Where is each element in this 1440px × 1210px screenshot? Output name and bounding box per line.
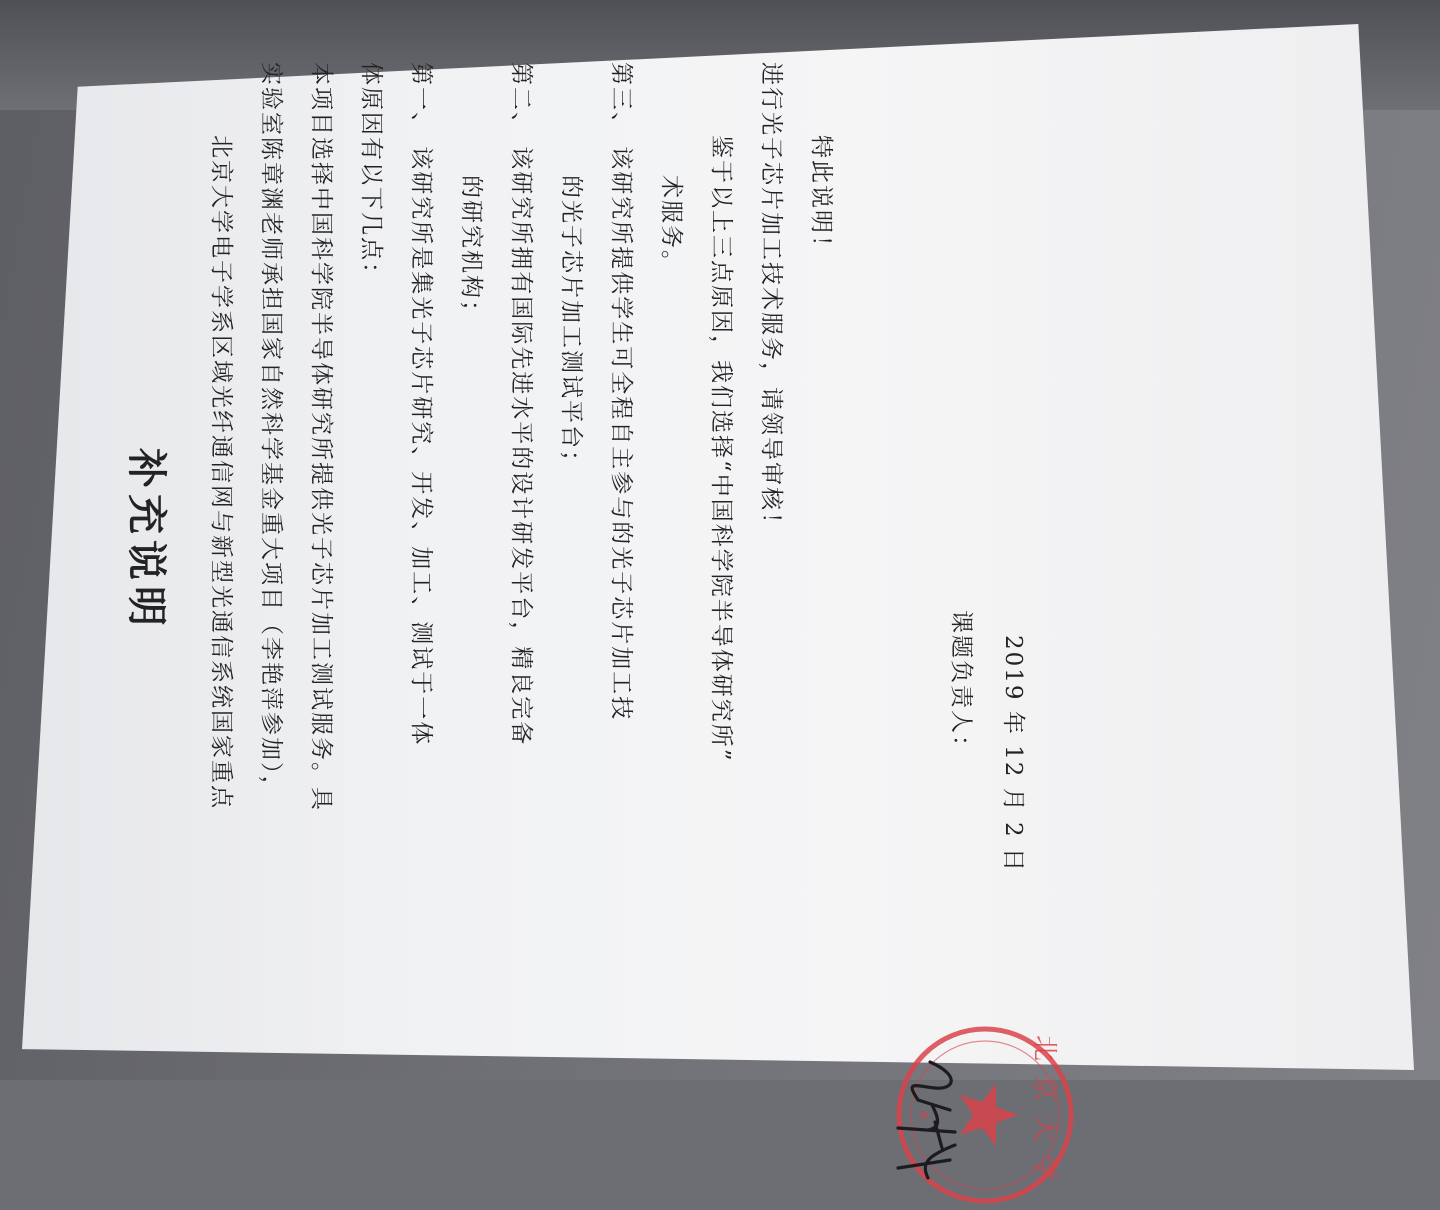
body-line-8: 的光子芯片加工测试平台； [558,175,584,475]
body-line-3: 本项目选择中国科学院半导体研究所提供光子芯片加工测试服务。具 [308,62,334,812]
signatory-label: 课题负责人： [948,610,974,760]
body-line-12: 进行光子芯片加工技术服务，请领导审核！ [758,62,784,537]
body-line-1: 北京大学电子学系区域光纤通信网与新型光通信系统国家重点 [208,135,234,810]
body-line-2: 实验室陈章渊老师承担国家自然科学基金重大项目（李艳萍参加）， [258,62,284,801]
body-line-6: 的研究机构； [458,175,484,325]
svg-text:★: ★ [916,1109,931,1121]
body-line-13: 特此说明！ [808,135,834,260]
body-line-7: 第二、 该研究所拥有国际先进水平的设计研发平台，精良完备 [508,62,534,747]
body-line-10: 术服务。 [658,175,684,275]
body-line-11: 鉴于以上三点原因，我们选择“中国科学院半导体研究所” [708,135,734,763]
document-page [0,40,1290,1196]
body-line-9: 第三、 该研究所提供学生可全程自主参与的光子芯片加工技 [608,62,634,722]
document-date: 2019 年 12 月 2 日 [1000,635,1026,873]
body-line-5: 第一、 该研究所是集光子芯片研究、开发、加工、测试于一体 [408,62,434,747]
body-line-4: 体原因有以下几点： [358,62,384,287]
svg-text:北京大学: 北京大学 [1029,1034,1059,1196]
handwritten-signature [880,1050,990,1200]
document-title: 补充说明 [123,448,170,632]
